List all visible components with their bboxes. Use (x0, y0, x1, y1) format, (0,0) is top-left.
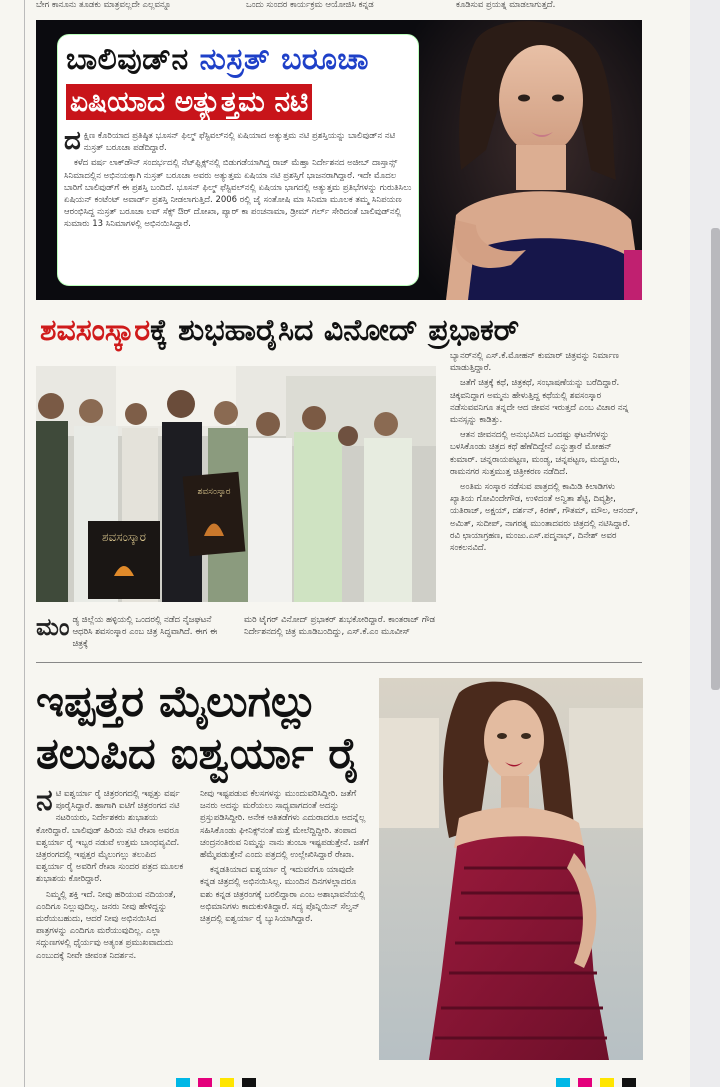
aishwarya-drop-cap: ನ (36, 783, 53, 818)
vinod-caption-left (36, 614, 234, 651)
nusrat-headline-line1 (66, 42, 369, 78)
poster-right (183, 472, 246, 557)
vinod-headline (40, 305, 519, 357)
vinod-drop-cap: ಮಂ (36, 613, 70, 641)
headline-rest: ಕ್ಕೆ ಶುಭಹಾರೈಸಿದ ವಿನೋದ್ ಪ್ರಭಾಕರ್ (150, 313, 520, 348)
registration-marks-left (176, 1078, 266, 1087)
aishwarya-column-1 (36, 783, 186, 965)
vinod-col-para-4: ಅಂತಿಮ ಸಂಸ್ಕಾರ ನಡೆಸುವ ಪಾತ್ರದಲ್ಲಿ ಕಾಮಿಡಿ ಕಿಲಾಡಿಗಳು ಖ್ಯಾತಿಯ ಗೋವಿಂದೇಗೌಡ, ಉಳಿದಂತೆ ಅನ್ವಿತಾ ಶೆಟ್ಟಿ, ದಿವ್ಯಶ್ರೀ, ಯತಿರಾಜ್, ಅಕ್ಷಯ್, ದರ್ಶನ್, ಕಿರಣ್, ಗೌತಮ್, ಮೌಲ, ಆನಂದ್, ಅಮಿತ್, ಸುದೀಪ್, ನಾಗರತ್ನ ಮುಂತಾದವರು ಚಿತ್ರದಲ್ಲಿ ನಟಿಸಿದ್ದಾರೆ. ರವಿ ಛಾಯಾಗ್ರಹಣ, ಮಂಜು.ಎಸ್.ಪದ್ಮನಾಭ್, ದಿನೇಶ್ ಅವರ ಸಂಕಲನವಿದೆ. (450, 482, 639, 554)
nusrat-drop-cap: ದ (64, 126, 81, 156)
nusrat-para-2: ಕಳೆದ ವರ್ಷ ಲಾಕ್‌ಡೌನ್ ಸಂದರ್ಭದಲ್ಲಿ ನೆಟ್‌ಫ್ಲಿಕ್ಸ್‌ನಲ್ಲಿ ಬಿಡುಗಡೆಯಾಗಿದ್ದ ರಾಜ್ ಮೆಹ್ತಾ ನಿರ್ದೇಶನದ ಅಜೀಬ್ ದಾಸ್ತಾನ್ಸ್ ಸಿನಿಮಾದಲ್ಲಿನ ಅಭಿನಯಕ್ಕಾಗಿ ನುಸ್ರತ್ ಬರೂಚಾ ಅವರು ಅತ್ಯುತ್ತಮ ಏಷಿಯಾ ನಟಿ ಪ್ರಶಸ್ತಿಗೆ ಭಾಜನರಾಗಿದ್ದಾರೆ. ಇದೇ ಮೊದಲ ಬಾರಿಗೆ ಬಾಲಿವುಡ್‌ಗೆ ಈ ಪ್ರಶಸ್ತಿ ಬಂದಿದೆ. ಭೂಸನ್ ಫಿಲ್ಮ್ ಫೆಸ್ಟಿವಲ್‌ನಲ್ಲಿ ಏಷಿಯಾ ಭಾಗದಲ್ಲಿ ಅತ್ಯುತ್ತಮ ಪ್ರತಿಭೆಗಳನ್ನು ಗುರುತಿಸಿಲು ಏಷಿಯನ್ ಕಂಟೆಂಟ್ ಅವಾರ್ಡ್ ಪ್ರಶಸ್ತಿ ನೀಡಲಾಗುತ್ತಿದೆ. 2006 ರಲ್ಲಿ ಜೈ ಸಂತೋಷಿ ಮಾ ಸಿನಿಮಾ ಮೂಲಕ ತಮ್ಮ ಸಿನಿಪಯಣ ಆರಂಭಿಸಿದ್ದ ನುಸ್ರತ್ ಬರೂಚಾ ಲವ್ ಸೆಕ್ಸ್ ಔರ್ ದೋಖಾ, ಪ್ಯಾರ್ ಕಾ ಪಂಚನಾಮಾ, ಡ್ರೀಮ್ ಗರ್ಲ್ ಸೇರಿದಂತೆ ಬಾಲಿವುಡ್‌ನಲ್ಲಿ ಸುಮಾರು 13 ಸಿನಿಮಾಗಳಲ್ಲಿ ಅಭಿನಯಿಸಿದ್ದಾರೆ. (64, 158, 412, 230)
registration-marks-right (556, 1078, 646, 1087)
nusrat-portrait-photo (416, 20, 642, 300)
scrollbar-thumb[interactable] (711, 228, 720, 690)
nusrat-headline-line2: ಏಷಿಯಾದ ಅತ್ಯುತ್ತಮ ನಟಿ (66, 84, 312, 120)
nusrat-article-body (64, 126, 414, 234)
vinod-caption-right: ಮರಿ ಟೈಗರ್ ವಿನೋದ್ ಪ್ರಭಾಕರ್ ಶುಭಕೋರಿದ್ದಾರೆ. ಕಾಂತರಾಜ್ ಗೌಡ ನಿರ್ದೇಶನದಲ್ಲಿ ಚಿತ್ರ ಮೂಡಿಬಂದಿದ್ದು, ಎಸ್.ಕೆ.ಎಂ ಮೂವೀಸ್ (244, 615, 436, 638)
aishwarya-col1-para-2: ನಿಮ್ಮಲ್ಲಿ ಶಕ್ತಿ ಇದೆ. ನೀವು ಹರಿಯುವ ನದಿಯಂತೆ, ಎಂದಿಗೂ ನಿಲ್ಲುವುದಿಲ್ಲ. ಜನರು ನೀವು ಹೇಳಿದ್ದನ್ನು ಮರೆಯಬಹುದು, ಆದರೆ ನೀವು ಅಭಿನಯಿಸಿದ ಪಾತ್ರಗಳನ್ನು ಎಂದಿಗೂ ಮರೆಯುವುದಿಲ್ಲ. ಎಲ್ಲಾ ಸದ್ಗುಣಗಳಲ್ಲಿ ಧೈರ್ಯವು ಅತ್ಯಂತ ಪ್ರಮುಖವಾದುದು ಎಂಬುದಕ್ಕೆ ನೀವೇ ಜೀವಂತ ನಿದರ್ಶನ. (36, 889, 176, 961)
vinod-col-para-2: ಜತೆಗೆ ಚಿತ್ರಕ್ಕೆ ಕಥೆ, ಚಿತ್ರಕಥೆ, ಸಂಭಾಷಣೆಯನ್ನು ಬರೆದಿದ್ದಾರೆ. ಚಿಕ್ಕವನಿದ್ದಾಗ ಅಮ್ಮನು ಹೇಳುತ್ತಿದ್ದ ಕಥೆಯಲ್ಲಿ ಶವಸಂಸ್ಕಾರ ನಡೆಸುವವನಿಗೂ ತನ್ನದೇ ಆದ ಜೀವನ ಇರುತ್ತದೆ ಎಂಬ ವಿಚಾರ ನನ್ನ ಮನಸ್ಸನ್ನು ಕಾಡಿತ್ತು. (450, 378, 629, 426)
shavasamskara-group-photo (36, 366, 436, 602)
poster-left (88, 521, 160, 599)
headline-nusrat-name: ನುಸ್ರತ್ ಬರೂಚಾ (199, 42, 369, 77)
aishwarya-headline-line1: ಇಪ್ಪತ್ತರ ಮೈಲುಗಲ್ಲು (36, 677, 318, 727)
vinod-col-para-1: ಬ್ಯಾನರ್‌ನಲ್ಲಿ ಎಸ್.ಕೆ.ಮೋಹನ್ ಕುಮಾರ್ ಚಿತ್ರವನ್ನು ನಿರ್ಮಾಣ ಮಾಡುತ್ತಿದ್ದಾರೆ. (450, 351, 619, 374)
vinod-right-column (450, 350, 640, 557)
poster-title-right: ಶವಸಂಸ್ಕಾರ (197, 487, 231, 497)
headline-shavasamskara: ಶವಸಂಸ್ಕಾರ (40, 313, 151, 348)
aishwarya-photo (379, 678, 643, 1060)
aishwarya-headline (36, 676, 360, 780)
aishwarya-headline-line2: ತಲುಪಿದ ಐಶ್ವರ್ಯಾ ರೈ (36, 729, 360, 779)
poster-title-left: ಶವಸಂಸ್ಕಾರ (101, 530, 147, 544)
aishwarya-col2-para-2: ಕನ್ನಡತಿಯಾದ ಐಶ್ವರ್ಯಾ ರೈ ಇದುವರೆಗೂ ಯಾವುದೇ ಕನ್ನಡ ಚಿತ್ರದಲ್ಲಿ ಅಭಿನಯಿಸಿಲ್ಲ. ಮುಂದಿನ ದಿನಗಳಲ್ಲಾದರೂ ಐಶು ಕನ್ನಡ ಚಿತ್ರರಂಗಕ್ಕೆ ಬರಲಿದ್ದಾರಾ ಎಂಬ ಅಶಾಭಾವನೆಯಲ್ಲಿ ಅಭಿಮಾನಿಗಳು ಕಾದುಕುಳಿತಿದ್ದಾರೆ. ಸದ್ಯ ಪೊನ್ನಿಯಿನ್ ಸೆಲ್ವನ್ ಚಿತ್ರದಲ್ಲಿ ಐಶ್ವರ್ಯಾ ರೈ ಬ್ಯುಸಿಯಾಗಿದ್ದಾರೆ. (200, 865, 366, 925)
aishwarya-column-2 (200, 788, 370, 928)
nusrat-para-1: ಕ್ಷಿಣ ಕೊರಿಯಾದ ಪ್ರತಿಷ್ಠಿತ ಭೂಸನ್ ಫಿಲ್ಮ್ ಫೆಸ್ಟಿವಲ್‌ನಲ್ಲಿ ಏಷಿಯಾದ ಅತ್ಯುತ್ತಮ ನಟಿ ಪ್ರಶಸ್ತಿಯನ್ನು ಬಾಲಿವುಡ್‌ನ ನಟಿ ನುಸ್ರತ್ ಬರೂಚಾ ಪಡೆದಿದ್ದಾರೆ. (83, 131, 396, 154)
top-text-right: ಕೂಡಿಸುವ ಪ್ರಯತ್ನ ಮಾಡಲಾಗುತ್ತದೆ. (456, 0, 556, 10)
aishwarya-col1-para-1: ಟಿ ಐಶ್ವರ್ಯಾ ರೈ ಚಿತ್ರರಂಗದಲ್ಲಿ ಇಪ್ಪತ್ತು ವರ್ಷ ಪೂರೈಸಿದ್ದಾರೆ. ಹಾಗಾಗಿ ಐಟಿಗೆ ಚಿತ್ರರಂಗದ ನಟಿ ನಟರಿಯರು, ನಿರ್ದೇಶಕರು ಶುಭಾಶಯ ಕೋರಿದ್ದಾರೆ. ಬಾಲಿವುಡ್ ಹಿರಿಯ ನಟಿ ರೇಖಾ ಅವರೂ ಐಶ್ವರ್ಯಾ ರೈ ಇಬ್ಬರ ನಡುವೆ ಉತ್ತಮ ಬಾಂಧವ್ಯವಿದೆ. ಚಿತ್ರರಂಗದಲ್ಲಿ ಇಪ್ಪತ್ತರ ಮೈಲುಗಲ್ಲು ತಲುಪಿದ ಐಶ್ವರ್ಯಾ ರೈ ಅವರಿಗೆ ರೇಖಾ ಸುಂದರ ಪತ್ರದ ಮೂಲಕ ಶುಭಾಶಯ ಕೋರಿದ್ದಾರೆ. (36, 789, 184, 885)
top-text-middle: ಒಂದು ಸುಂದರ ಕಾರ್ಯಕ್ರಮ ಆಯೋಜಿಸಿ ಕನ್ನಡ (246, 0, 374, 10)
caption-left-text: ಡ್ಯ ಜಿಲ್ಲೆಯ ಹಳ್ಳಿಯಲ್ಲಿ ಒಂದರಲ್ಲಿ ನಡೆದ ನೈಜಘಟನೆ ಆಧರಿಸಿ ಶವಸಂಸ್ಕಾರ ಎಂಬ ಚಿತ್ರ ಸಿದ್ಧವಾಗಿದೆ. ಈಗ ಈ ಚಿತ್ರಕ್ಕೆ (72, 615, 218, 650)
headline-bollywood: ಬಾಲಿವುಡ್‌ನ (66, 42, 189, 77)
section-divider (36, 662, 642, 663)
top-previous-article-strip (36, 0, 644, 14)
left-cropped-column (0, 0, 22, 1087)
top-text-left: ಬೇಗ ಕಾನೂನು ತೂಡಕು ಮಾತ್ರವಲ್ಲದೇ ಎಲ್ಲವನ್ನೂ (36, 0, 172, 10)
vinod-col-para-3: ಆತನ ಜೀವನದಲ್ಲಿ ಅನುಭವಿಸಿದ ಒಂದಷ್ಟು ಘಟನೆಗಳನ್ನು ಬಳಸಿಕೊಂಡು ಚಿತ್ರದ ಕಥೆ ಹೆಣೆದಿದ್ದೇನೆ ಎನ್ನುತ್ತಾರೆ ಮೋಹನ್ ಕುಮಾರ್. ಚನ್ನರಾಯಪಟ್ಟಣ, ಮಂಡ್ಯ, ಚನ್ನಪಟ್ಟಣ, ಮದ್ದೂರು, ರಾಮನಗರ ಸುತ್ತಮುತ್ತ ಚಿತ್ರೀಕರಣ ನಡೆದಿದೆ. (450, 430, 620, 477)
aishwarya-col2-para-1: ನೀವು ಇಷ್ಟಪಡುವ ಕೆಲಸಗಳನ್ನು ಮುಂದುವರಿಸಿದ್ದೀರಿ. ಜತೆಗೆ ಜನರು ಅದನ್ನು ಮರೆಯಲು ಸಾಧ್ಯವಾಗದಂತೆ ಅದನ್ನು ಪ್ರಸ್ತುಪಡಿಸಿದ್ದೀರಿ. ಅನೇಕ ಆತಿತಡೆಗಳು ಎದುರಾದರೂ ಅದನ್ನೆಲ್ಲ ಸಹಿಸಿಕೊಂಡು ಘೀನಿಕ್ಸ್‌ನಂತೆ ಮತ್ತೆ ಮೇಲೆದ್ದಿದ್ದೀರಿ. ತಂಪಾದ ಚಂದ್ರನಂತಿರುವ ನಿಮ್ಮನ್ನು ನಾನು ತುಂಬಾ ಇಷ್ಟಪಡುತ್ತೇನೆ. ಜತೆಗೆ ಹೆಮ್ಮೆಪಡುತ್ತೇನೆ ಎಂದು ಪತ್ರದಲ್ಲಿ ಉಲ್ಲೇಖಿಸಿದ್ದಾರೆ ರೇಖಾ. (200, 789, 369, 861)
